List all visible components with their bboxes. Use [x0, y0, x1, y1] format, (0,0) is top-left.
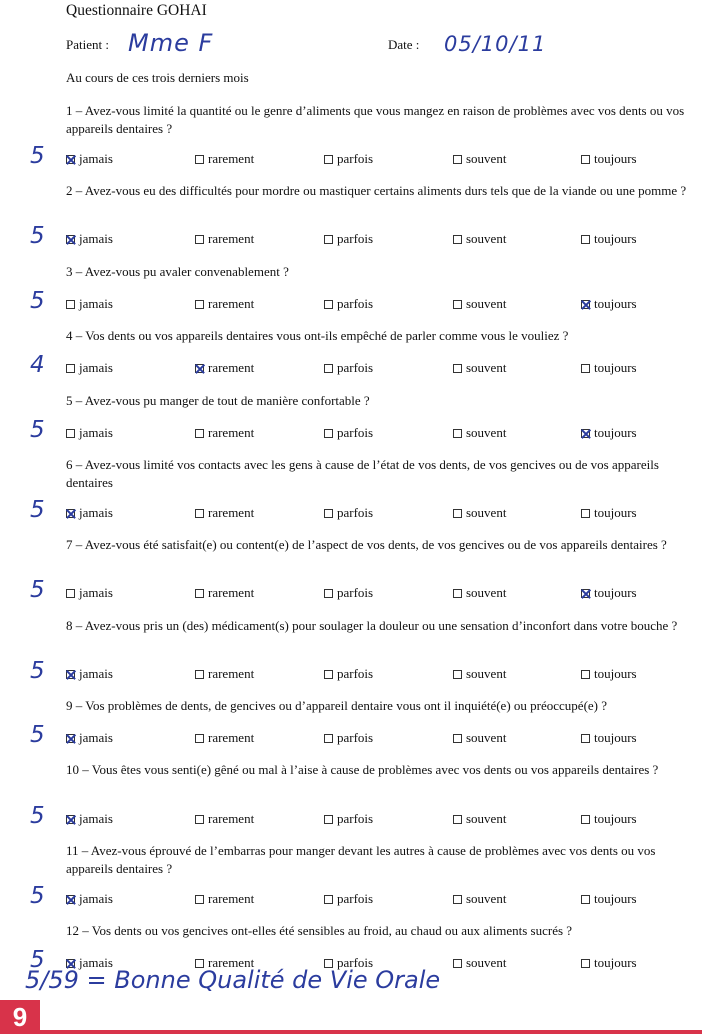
checked-checkbox[interactable] [195, 364, 204, 373]
option-4[interactable] [581, 585, 637, 601]
handwritten-score: 5 [30, 803, 45, 829]
option-2[interactable] [324, 296, 373, 312]
patient-label: Patient : [66, 37, 109, 52]
checkbox[interactable] [453, 429, 462, 438]
checkbox[interactable] [453, 734, 462, 743]
option-0[interactable] [66, 585, 113, 601]
option-label: toujours [594, 730, 637, 745]
question-text: 3 – Avez-vous pu avaler convenablement ? [66, 264, 289, 279]
option-label: parfois [337, 955, 374, 970]
option-label: toujours [594, 955, 637, 970]
checked-checkbox[interactable] [581, 429, 590, 438]
option-label: jamais [79, 231, 113, 246]
option-label: jamais [79, 585, 113, 600]
checkbox[interactable] [324, 155, 333, 164]
checkbox[interactable] [66, 589, 75, 598]
checkbox[interactable] [195, 589, 204, 598]
handwritten-score: 5 [30, 417, 45, 443]
option-4[interactable] [581, 891, 637, 907]
option-label: toujours [594, 891, 637, 906]
option-label: jamais [79, 360, 113, 375]
option-label: toujours [594, 425, 637, 440]
option-label: toujours [594, 296, 637, 311]
option-label: parfois [337, 585, 374, 600]
checkbox[interactable] [581, 364, 590, 373]
checked-checkbox[interactable] [66, 509, 75, 518]
question-text: 8 – Avez-vous pris un (des) médicament(s) pour soulager la douleur ou une sensation d’inconfort dans votre bouche ? [66, 618, 678, 633]
option-3[interactable] [453, 231, 506, 247]
option-1[interactable] [195, 296, 254, 312]
option-4[interactable] [581, 730, 637, 746]
checkbox[interactable] [66, 429, 75, 438]
answer-row [0, 352, 702, 380]
checkbox[interactable] [324, 300, 333, 309]
checkbox[interactable] [324, 429, 333, 438]
option-label: rarement [208, 955, 255, 970]
option-label: toujours [594, 505, 637, 520]
option-label: souvent [466, 891, 507, 906]
checked-checkbox[interactable] [66, 670, 75, 679]
option-0[interactable] [66, 730, 113, 746]
checkbox[interactable] [581, 235, 590, 244]
checkbox[interactable] [453, 300, 462, 309]
option-1[interactable] [195, 505, 254, 521]
option-label: rarement [208, 151, 255, 166]
option-label: jamais [79, 296, 113, 311]
question-text: 12 – Vos dents ou vos gencives ont-elles été sensibles au froid, au chaud ou aux aliments sucrés ? [66, 923, 573, 938]
option-label: souvent [466, 811, 507, 826]
checkbox[interactable] [195, 734, 204, 743]
option-label: toujours [594, 360, 637, 375]
checkbox[interactable] [195, 155, 204, 164]
checked-checkbox[interactable] [66, 734, 75, 743]
option-3[interactable] [453, 955, 506, 971]
option-label: souvent [466, 505, 507, 520]
date-handwritten-value: 05/10/11 [444, 32, 547, 56]
checkbox[interactable] [66, 300, 75, 309]
option-label: parfois [337, 296, 374, 311]
option-3[interactable] [453, 891, 506, 907]
answer-row [0, 497, 702, 525]
option-1[interactable] [195, 425, 254, 441]
checkbox[interactable] [453, 235, 462, 244]
handwritten-score: 5 [30, 497, 45, 523]
answer-row [0, 883, 702, 911]
option-label: toujours [594, 811, 637, 826]
checkbox[interactable] [581, 895, 590, 904]
option-3[interactable] [453, 360, 506, 376]
option-label: souvent [466, 666, 507, 681]
checkbox[interactable] [581, 509, 590, 518]
checkbox[interactable] [453, 670, 462, 679]
checkbox[interactable] [581, 670, 590, 679]
checkbox[interactable] [453, 589, 462, 598]
checkbox[interactable] [453, 895, 462, 904]
checkbox[interactable] [195, 300, 204, 309]
intro-text: Au cours de ces trois derniers mois [66, 70, 249, 85]
option-3[interactable] [453, 585, 506, 601]
option-2[interactable] [324, 151, 373, 167]
option-2[interactable] [324, 811, 373, 827]
answer-row [0, 223, 702, 251]
handwritten-score: 5 [30, 947, 45, 973]
option-2[interactable] [324, 360, 373, 376]
option-3[interactable] [453, 425, 506, 441]
option-1[interactable] [195, 151, 254, 167]
answer-row [0, 722, 702, 750]
total-score-handwritten: 5/59 = Bonne Qualité de Vie Orale [25, 966, 441, 994]
option-label: toujours [594, 666, 637, 681]
option-4[interactable] [581, 360, 637, 376]
question-text: 10 – Vous êtes vous senti(e) gêné ou mal à l’aise à cause de problèmes avec vos dents ou vos appareils dentaires ? [66, 762, 659, 777]
option-label: rarement [208, 666, 255, 681]
checkbox[interactable] [581, 959, 590, 968]
option-0[interactable] [66, 505, 113, 521]
option-4[interactable] [581, 231, 637, 247]
option-0[interactable] [66, 666, 113, 682]
checkbox[interactable] [453, 509, 462, 518]
handwritten-score: 5 [30, 883, 45, 909]
option-2[interactable] [324, 730, 373, 746]
answer-row [0, 143, 702, 171]
option-2[interactable] [324, 666, 373, 682]
option-label: jamais [79, 891, 113, 906]
option-1[interactable] [195, 666, 254, 682]
checkbox[interactable] [581, 155, 590, 164]
answer-row [0, 288, 702, 316]
option-label: rarement [208, 296, 255, 311]
option-label: toujours [594, 231, 637, 246]
option-label: jamais [79, 730, 113, 745]
footer-bar [0, 1030, 702, 1034]
question-text: 6 – Avez-vous limité vos contacts avec les gens à cause de l’état de vos dents, de vos gencives ou de vos appareils dentaires [66, 457, 659, 490]
option-label: parfois [337, 505, 374, 520]
option-3[interactable] [453, 811, 506, 827]
option-4[interactable] [581, 505, 637, 521]
option-0[interactable] [66, 231, 113, 247]
patient-handwritten-name: Mme F [128, 29, 214, 57]
option-label: souvent [466, 231, 507, 246]
option-2[interactable] [324, 231, 373, 247]
checkbox[interactable] [324, 815, 333, 824]
option-label: souvent [466, 955, 507, 970]
option-label: rarement [208, 360, 255, 375]
option-label: jamais [79, 505, 113, 520]
handwritten-score: 5 [30, 143, 45, 169]
option-label: rarement [208, 505, 255, 520]
option-2[interactable] [324, 425, 373, 441]
question-text: 4 – Vos dents ou vos appareils dentaires vous ont-ils empêché de parler comme vous le vouliez ? [66, 328, 569, 343]
option-label: souvent [466, 151, 507, 166]
question-text: 9 – Vos problèmes de dents, de gencives ou d’appareil dentaire vous ont il inquiété(e) ou préoccupé(e) ? [66, 698, 608, 713]
option-3[interactable] [453, 730, 506, 746]
option-label: parfois [337, 811, 374, 826]
handwritten-score: 5 [30, 223, 45, 249]
checkbox[interactable] [453, 959, 462, 968]
option-1[interactable] [195, 360, 254, 376]
option-3[interactable] [453, 505, 506, 521]
checkbox[interactable] [324, 670, 333, 679]
handwritten-score: 4 [30, 352, 45, 378]
option-4[interactable] [581, 151, 637, 167]
date-label: Date : [388, 37, 420, 52]
option-label: souvent [466, 730, 507, 745]
checkbox[interactable] [66, 364, 75, 373]
option-label: souvent [466, 585, 507, 600]
option-label: parfois [337, 360, 374, 375]
option-4[interactable] [581, 425, 637, 441]
question-text: 1 – Avez-vous limité la quantité ou le genre d’aliments que vous mangez en raison de problèmes avec vos dents ou vos appareils dentaires ? [66, 103, 685, 136]
checked-checkbox[interactable] [66, 895, 75, 904]
question-text: 11 – Avez-vous éprouvé de l’embarras pour manger devant les autres à cause de problèmes avec vos dents ou vos appareils dentaires ? [66, 843, 656, 876]
checkbox[interactable] [195, 895, 204, 904]
option-label: parfois [337, 891, 374, 906]
answer-row [0, 417, 702, 445]
question-text: 7 – Avez-vous été satisfait(e) ou content(e) de l’aspect de vos dents, de vos gencives ou de vos appareils dentaires ? [66, 537, 667, 552]
handwritten-score: 5 [30, 577, 45, 603]
option-label: rarement [208, 231, 255, 246]
option-label: jamais [79, 811, 113, 826]
option-0[interactable] [66, 425, 113, 441]
checkbox[interactable] [324, 364, 333, 373]
checkbox[interactable] [324, 895, 333, 904]
option-label: souvent [466, 296, 507, 311]
option-label: jamais [79, 666, 113, 681]
option-label: jamais [79, 425, 113, 440]
option-4[interactable] [581, 666, 637, 682]
checkbox[interactable] [453, 815, 462, 824]
checkbox[interactable] [195, 235, 204, 244]
option-label: parfois [337, 151, 374, 166]
answer-row [0, 658, 702, 686]
option-label: parfois [337, 666, 374, 681]
checkbox[interactable] [324, 235, 333, 244]
checkbox[interactable] [195, 815, 204, 824]
option-0[interactable] [66, 811, 113, 827]
option-2[interactable] [324, 891, 373, 907]
option-2[interactable] [324, 585, 373, 601]
option-label: rarement [208, 811, 255, 826]
option-label: parfois [337, 231, 374, 246]
option-label: souvent [466, 425, 507, 440]
option-1[interactable] [195, 730, 254, 746]
checked-checkbox[interactable] [581, 300, 590, 309]
page-number-badge: 9 [0, 1000, 40, 1034]
checkbox[interactable] [453, 364, 462, 373]
option-label: parfois [337, 730, 374, 745]
checked-checkbox[interactable] [66, 155, 75, 164]
question-text: 2 – Avez-vous eu des difficultés pour mordre ou mastiquer certains aliments durs tels que de la viande ou une pomme ? [66, 183, 687, 198]
option-label: rarement [208, 425, 255, 440]
option-0[interactable] [66, 296, 113, 312]
option-0[interactable] [66, 151, 113, 167]
option-label: parfois [337, 425, 374, 440]
option-label: souvent [466, 360, 507, 375]
option-3[interactable] [453, 296, 506, 312]
page-title: Questionnaire GOHAI [66, 2, 207, 19]
option-label: jamais [79, 151, 113, 166]
option-label: jamais [79, 955, 113, 970]
option-4[interactable] [581, 296, 637, 312]
checked-checkbox[interactable] [66, 235, 75, 244]
option-label: toujours [594, 151, 637, 166]
option-label: rarement [208, 585, 255, 600]
option-3[interactable] [453, 666, 506, 682]
option-4[interactable] [581, 811, 637, 827]
option-label: toujours [594, 585, 637, 600]
option-0[interactable] [66, 891, 113, 907]
handwritten-score: 5 [30, 722, 45, 748]
option-4[interactable] [581, 955, 637, 971]
question-text: 5 – Avez-vous pu manger de tout de manière confortable ? [66, 393, 370, 408]
option-1[interactable] [195, 231, 254, 247]
option-3[interactable] [453, 151, 506, 167]
checked-checkbox[interactable] [581, 589, 590, 598]
checkbox[interactable] [324, 734, 333, 743]
checkbox[interactable] [324, 509, 333, 518]
option-1[interactable] [195, 811, 254, 827]
checkbox[interactable] [195, 509, 204, 518]
option-1[interactable] [195, 891, 254, 907]
checkbox[interactable] [195, 670, 204, 679]
answer-row [0, 577, 702, 605]
handwritten-score: 5 [30, 658, 45, 684]
checkbox[interactable] [195, 429, 204, 438]
checkbox[interactable] [324, 589, 333, 598]
checkbox[interactable] [581, 815, 590, 824]
answer-row [0, 803, 702, 831]
option-1[interactable] [195, 585, 254, 601]
option-label: rarement [208, 891, 255, 906]
checked-checkbox[interactable] [66, 815, 75, 824]
checkbox[interactable] [581, 734, 590, 743]
option-label: rarement [208, 730, 255, 745]
handwritten-score: 5 [30, 288, 45, 314]
option-0[interactable] [66, 360, 113, 376]
checkbox[interactable] [453, 155, 462, 164]
option-2[interactable] [324, 505, 373, 521]
